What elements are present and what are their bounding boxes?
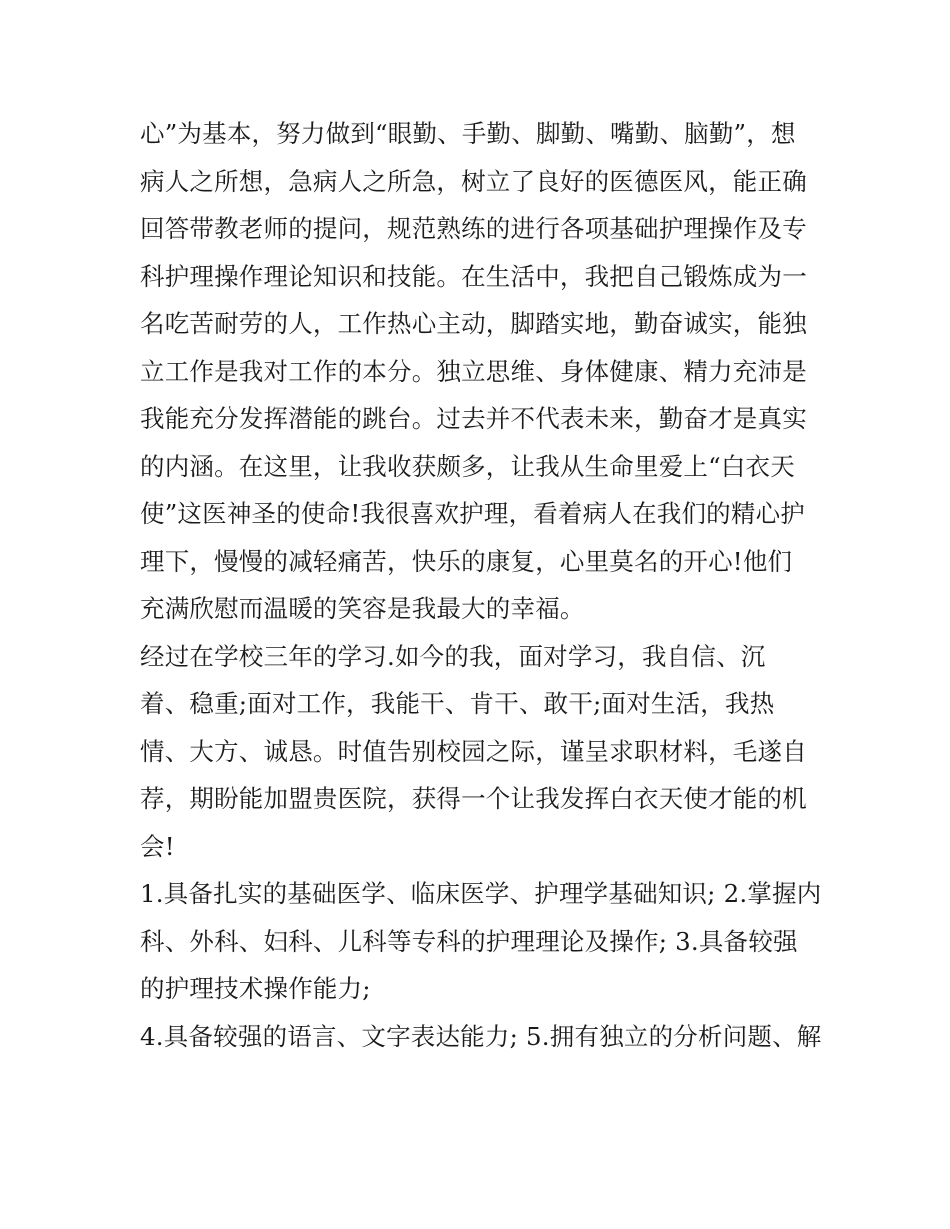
text-line: 4.具备较强的语言、文字表达能力; 5.拥有独立的分析问题、解 bbox=[140, 1021, 822, 1051]
text-line: 名吃苦耐劳的人，工作热心主动，脚踏实地，勤奋诚实，能独 bbox=[140, 309, 807, 338]
text-line: 1.具备扎实的基础医学、临床医学、护理学基础知识; 2.掌握内 bbox=[140, 879, 822, 908]
text-line: 我能充分发挥潜能的跳台。过去并不代表未来，勤奋才是真实 bbox=[140, 404, 807, 433]
text-line: 科护理操作理论知识和技能。在生活中，我把自己锻炼成为一 bbox=[140, 261, 807, 291]
text-line: 会! bbox=[140, 831, 175, 861]
text-line: 的内涵。在这里，让我收获颇多，让我从生命里爱上“白衣天 bbox=[140, 451, 795, 481]
text-line: 经过在学校三年的学习.如今的我，面对学习，我自信、沉 bbox=[140, 641, 766, 671]
body-text bbox=[140, 110, 820, 1060]
text-line: 荐，期盼能加盟贵医院，获得一个让我发挥白衣天使才能的机 bbox=[140, 784, 807, 813]
text-line: 理下，慢慢的减轻痛苦，快乐的康复，心里莫名的开心!他们 bbox=[140, 546, 793, 576]
text-line: 心”为基本，努力做到“眼勤、手勤、脚勤、嘴勤、脑勤”，想 bbox=[140, 119, 796, 148]
text-line: 科、外科、妇科、儿科等专科的护理理论及操作; 3.具备较强 bbox=[140, 926, 798, 956]
text-line: 使”这医神圣的使命!我很喜欢护理，看着病人在我们的精心护 bbox=[140, 499, 805, 528]
text-line: 的护理技术操作能力; bbox=[140, 974, 371, 1003]
text-line: 立工作是我对工作的本分。独立思维、身体健康、精力充沛是 bbox=[140, 356, 807, 386]
text-line: 回答带教老师的提问，规范熟练的进行各项基础护理操作及专 bbox=[140, 214, 807, 243]
text-line: 情、大方、诚恳。时值告别校园之际，谨呈求职材料，毛遂自 bbox=[140, 736, 807, 766]
text-line: 病人之所想，急病人之所急，树立了良好的医德医风，能正确 bbox=[140, 166, 807, 196]
text-line: 着、稳重;面对工作，我能干、肯干、敢干;面对生活，我热 bbox=[140, 689, 775, 718]
text-line: 充满欣慰而温暖的笑容是我最大的幸福。 bbox=[140, 594, 585, 623]
